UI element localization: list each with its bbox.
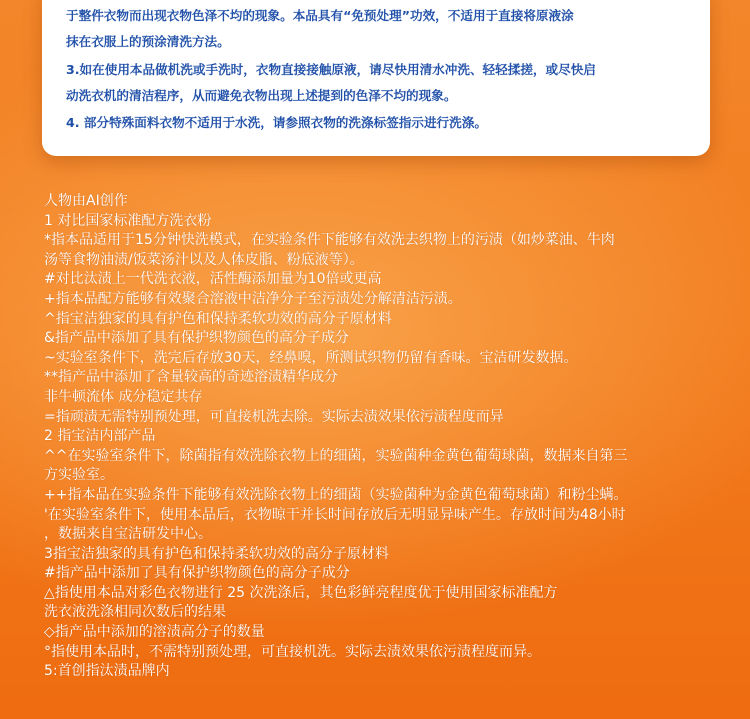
footnote-line: ++指本品在实验条件下能够有效洗除衣物上的细菌（实验菌种为金黄色葡萄球菌）和粉尘螨。 [44,486,628,503]
footnote-line: 3指宝洁独家的具有护色和保持柔软功效的高分子原材料 [44,545,389,562]
footnote-line: 1 对比国家标准配方洗衣粉 [44,212,212,229]
footnote-line: ^^在实验室条件下，除菌指有效洗除衣物上的细菌，实验菌种金黄色葡萄球菌，数据来自第三 [44,447,628,464]
footnote-line: ◇指产品中添加的溶渍高分子的数量 [44,624,265,641]
footnote-line: 汤等食物油渍/饭菜汤汁以及人体皮脂、粉底液等）。 [44,251,364,268]
footnote-line: ^指宝洁独家的具有护色和保持柔软功效的高分子原材料 [44,310,392,327]
ai-credit-note: 人物由AI创作 [44,193,128,209]
notice-line: 于整件衣物而出现衣物色泽不均的现象。本品具有“免预处理”功效，不适用于直接将原液涂 [66,8,574,23]
footnote-line: 洗衣液洗涤相同次数后的结果 [44,604,226,621]
notice-line: 4. 部分特殊面料衣物不适用于水洗，请参照衣物的洗涤标签指示进行洗涤。 [66,115,487,130]
footnote-line: 方实验室。 [44,467,114,484]
notice-line: 3.如在使用本品做机洗或手洗时，衣物直接接触原液，请尽快用清水冲洗、轻轻揉搓，或尽快启 [66,62,596,77]
footnote-line: #对比汰渍上一代洗衣液，活性酶添加量为10倍或更高 [44,271,382,288]
footnote-line: &指产品中添加了具有保护织物颜色的高分子成分 [44,330,349,347]
footnote-line: ~实验室条件下，洗完后存放30天，经鼻嗅，所测试织物仍留有香味。宝洁研发数据。 [44,349,578,366]
notice-line: 抹在衣服上的预涂清洗方法。 [66,34,230,49]
footnote-line: *指本品适用于15分钟快洗模式，在实验条件下能够有效洗去织物上的污渍（如炒菜油、牛肉 [44,232,615,249]
usage-notice-card [42,0,710,156]
footnote-line: ，数据来自宝洁研发中心。 [44,526,212,543]
footnote-line: 5:首创指汰渍品牌内 [44,663,170,680]
footnote-line: 非牛顿流体 成分稳定共存 [44,388,203,405]
footnotes [44,192,734,682]
footnote-line: △指使用本品对彩色衣物进行 25 次洗涤后，其色彩鲜亮程度优于使用国家标准配方 [44,584,558,601]
footnote-line: '在实验室条件下，使用本品后，衣物晾干并长时间存放后无明显异味产生。存放时间为48小时 [44,506,626,523]
footnote-line: +指本品配方能够有效聚合溶液中洁净分子至污渍处分解清洁污渍。 [44,290,462,307]
footnote-line: 2 指宝洁内部产品 [44,428,156,445]
footnote-line: =指顽渍无需特别预处理，可直接机洗去除。实际去渍效果依污渍程度而异 [44,408,504,425]
footnote-line: °指使用本品时，不需特别预处理，可直接机洗。实际去渍效果依污渍程度而异。 [44,643,541,660]
footnote-line: #指产品中添加了具有保护织物颜色的高分子成分 [44,565,350,582]
footnote-line: **指产品中添加了含量较高的奇迹溶渍精华成分 [44,369,338,386]
notice-line: 动洗衣机的清洁程序，从而避免衣物出现上述提到的色泽不均的现象。 [66,88,457,103]
